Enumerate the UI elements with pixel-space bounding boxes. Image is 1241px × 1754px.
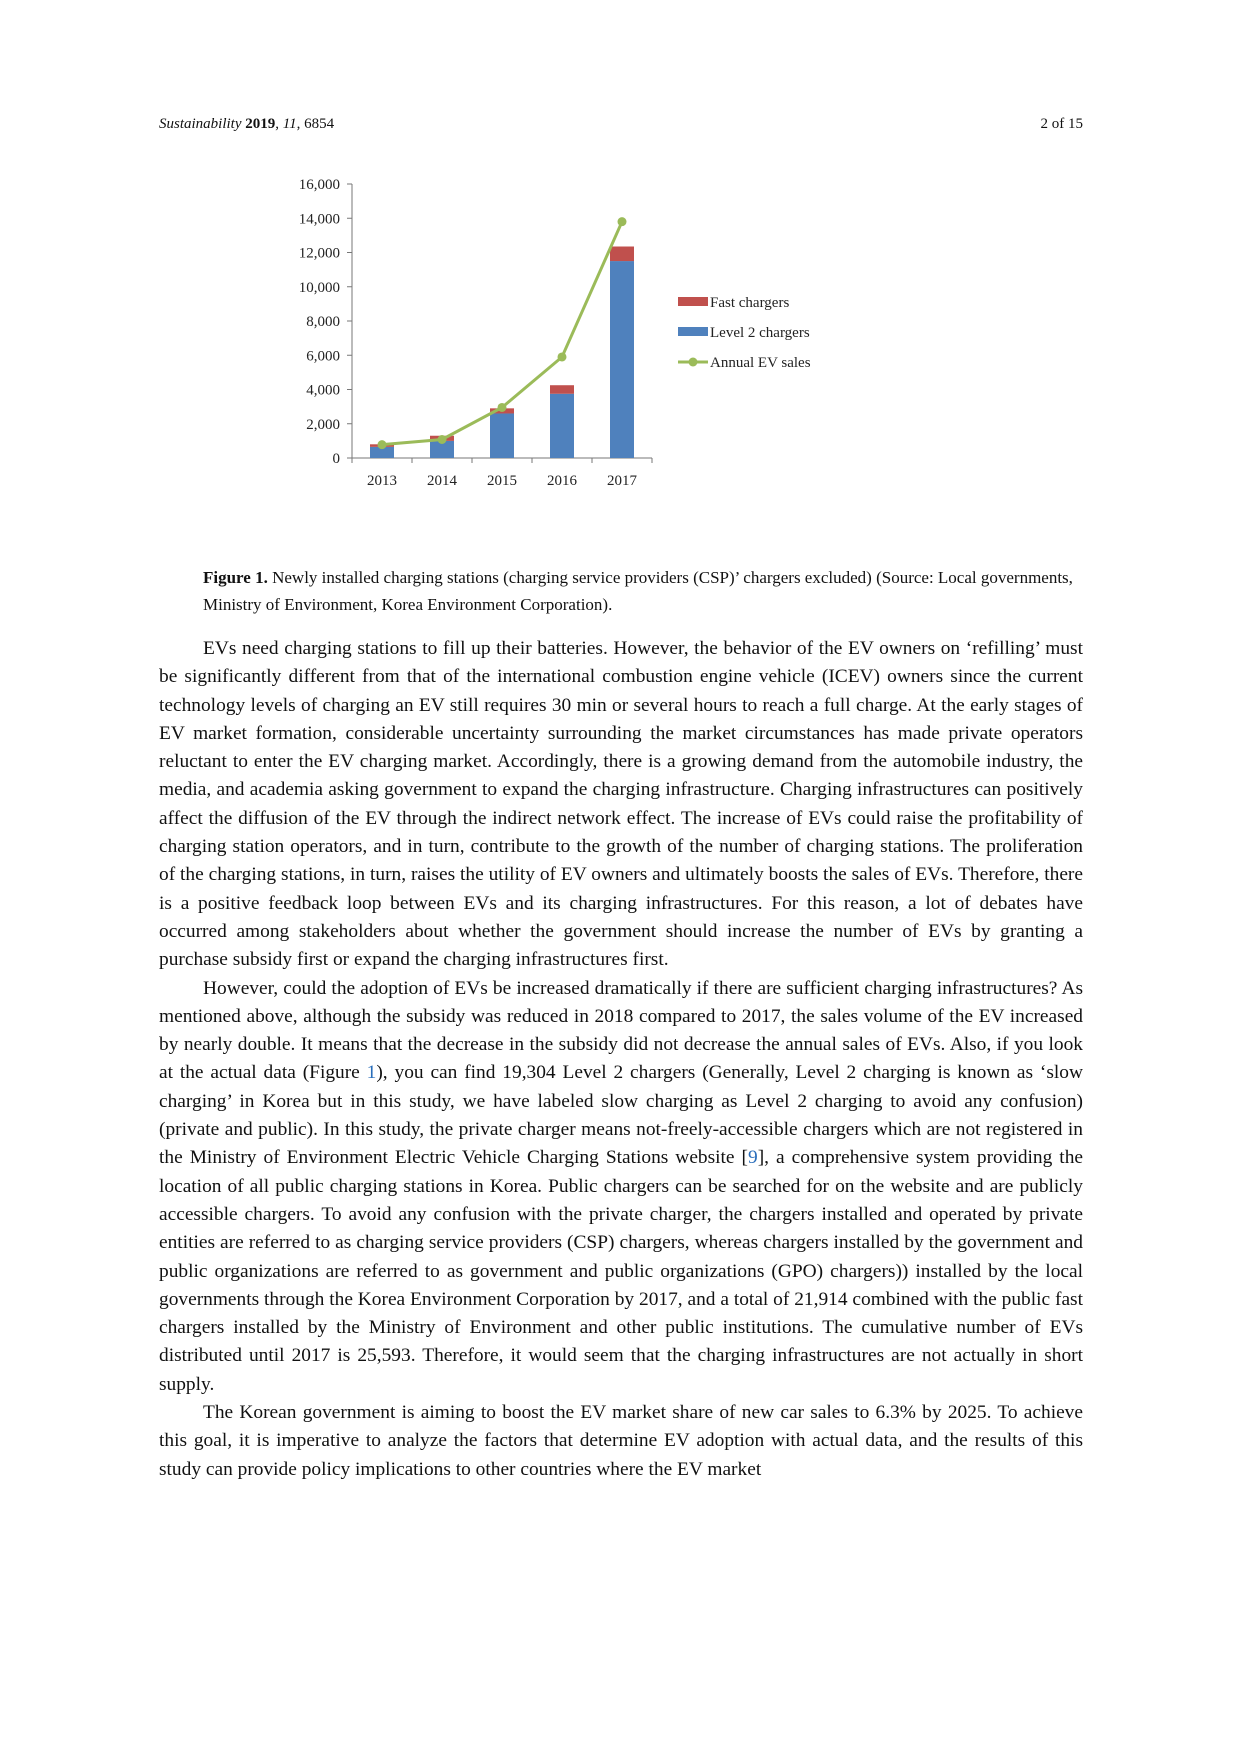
annual-ev-sales-point (618, 217, 627, 226)
x-tick-label: 2017 (607, 473, 637, 489)
journal-name: Sustainability (159, 116, 242, 132)
fast-chargers-bar (550, 385, 574, 394)
legend-swatch-fast-chargers (678, 297, 708, 306)
x-tick-label: 2013 (367, 473, 397, 489)
paragraph-3: The Korean government is aiming to boost the EV market share of new car sales to 6.3% by 2025. To achieve this goal, it is imperative to analyze the factors that determine EV adoption with actual data, and the results of this study can provide policy implications to other countries where the EV market (159, 1402, 1083, 1480)
fast-chargers-bar (610, 247, 634, 262)
paragraph-2 (159, 975, 1083, 1399)
figure-label: Figure 1. (203, 568, 268, 587)
annual-ev-sales-point (558, 352, 567, 361)
y-tick-label: 4,000 (306, 382, 340, 399)
annual-ev-sales-point (378, 440, 387, 449)
y-tick-label: 14,000 (298, 211, 340, 228)
y-tick-label: 2,000 (306, 416, 340, 433)
y-tick-label: 0 (332, 451, 340, 467)
journal-citation: Sustainability 2019, 11, 6854 (159, 116, 335, 132)
legend-label-fast-chargers: Fast chargers (710, 295, 790, 311)
paragraph-2-part-c: ], a comprehensive system providing the location of all public charging stations in Korea. Public chargers can be searched for on the website and are publicly accessible chargers. To avoid any confusion with the private charger, the chargers installed and operated by private entities are referred to as charging service providers (CSP) chargers, whereas chargers installed by the government and public organizations are referred to as government and public organizations (GPO) chargers)) installed by the local governments through the Korea Environment Corporation by 2017, and a total of 21,914 combined with the public fast chargers installed by the Ministry of Environment and other public institutions. The cumulative number of EVs distributed until 2017 is 25,593. Therefore, it would seem that the charging infrastructures are not actually in short supply. (159, 1147, 1083, 1395)
annual-ev-sales-point (498, 403, 507, 412)
legend-label-level-2-chargers: Level 2 chargers (710, 325, 810, 341)
body-text (159, 635, 1083, 1484)
legend-swatch-level-2-chargers (678, 327, 708, 336)
level-2-chargers-bar (550, 394, 574, 458)
paragraph-2-part-a: However, could the adoption of EVs be increased dramatically if there are sufficient charging infrastructures? As mentioned above, although the subsidy was reduced in 2018 compared to 2017, the sales volume of the EV increased by nearly double. It means that the decrease in the subsidy did not decrease the annual sales of EVs. Also, if you look at the actual data (Figure (159, 977, 1083, 1084)
reference-9-link[interactable]: 9 (748, 1147, 758, 1169)
journal-year: 2019 (245, 116, 276, 132)
x-tick-label: 2016 (547, 473, 577, 489)
y-tick-label: 10,000 (298, 279, 340, 296)
y-tick-label: 8,000 (306, 314, 340, 330)
charging-stations-chart (298, 177, 980, 560)
figure-caption (203, 564, 1083, 618)
paragraph-1: EVs need charging stations to fill up their batteries. However, the behavior of the EV owners on ‘refilling’ must be significantly different from that of the international combustion engine vehicle (ICEV) owners since the current technology levels of charging an EV still requires 30 min or several hours to reach a full charge. At the early stages of EV market formation, considerable uncertainty surrounding the market circumstances has made private operators reluctant to enter the EV charging market. Accordingly, there is a growing demand from the automobile industry, the media, and academia asking government to expand the charging infrastructure. Charging infrastructures can positively affect the diffusion of the EV through the indirect network effect. The increase of EVs could raise the profitability of charging station operators, and in turn, contribute to the growth of the number of charging stations. The proliferation of the charging stations, in turn, raises the utility of EV owners and ultimately boosts the sales of EVs. Therefore, there is a positive feedback loop between EVs and its charging infrastructures. For this reason, a lot of debates have occurred among stakeholders about whether the government should increase the number of EVs by granting a purchase subsidy first or expand the charging infrastructures first. (159, 638, 1083, 971)
running-header (159, 116, 1083, 138)
annual-ev-sales-point (438, 435, 447, 444)
page-number: 2 of 15 (1040, 116, 1083, 132)
paragraph-2-part-b: ), you can find 19,304 Level 2 chargers (Generally, Level 2 charging is known as ‘slow charging’ in Korea but in this study, we have labeled slow charging as Level 2 charging to avoid any confusion) (private and public). In this study, the private charger means not-freely-accessible chargers which are not registered in the Ministry of Environment Electric Vehicle Charging Stations website [ (159, 1062, 1083, 1169)
figure-1 (298, 177, 980, 560)
y-tick-label: 16,000 (298, 177, 340, 193)
figure-caption-text: Newly installed charging stations (charging service providers (CSP)’ chargers excluded) (Source: Local governments, Ministry of Environment, Korea Environment Corporation). (203, 568, 1073, 614)
y-tick-label: 6,000 (306, 348, 340, 365)
level-2-chargers-bar (490, 413, 514, 458)
article-number: 6854 (304, 116, 335, 132)
x-tick-label: 2015 (487, 473, 517, 489)
x-tick-label: 2014 (427, 473, 457, 489)
y-tick-label: 12,000 (298, 245, 340, 262)
legend-marker-annual-ev-sales (689, 358, 698, 367)
legend-label-annual-ev-sales: Annual EV sales (710, 355, 811, 371)
level-2-chargers-bar (610, 261, 634, 458)
figure-1-link[interactable]: 1 (366, 1062, 377, 1084)
journal-volume: 11 (282, 116, 297, 132)
